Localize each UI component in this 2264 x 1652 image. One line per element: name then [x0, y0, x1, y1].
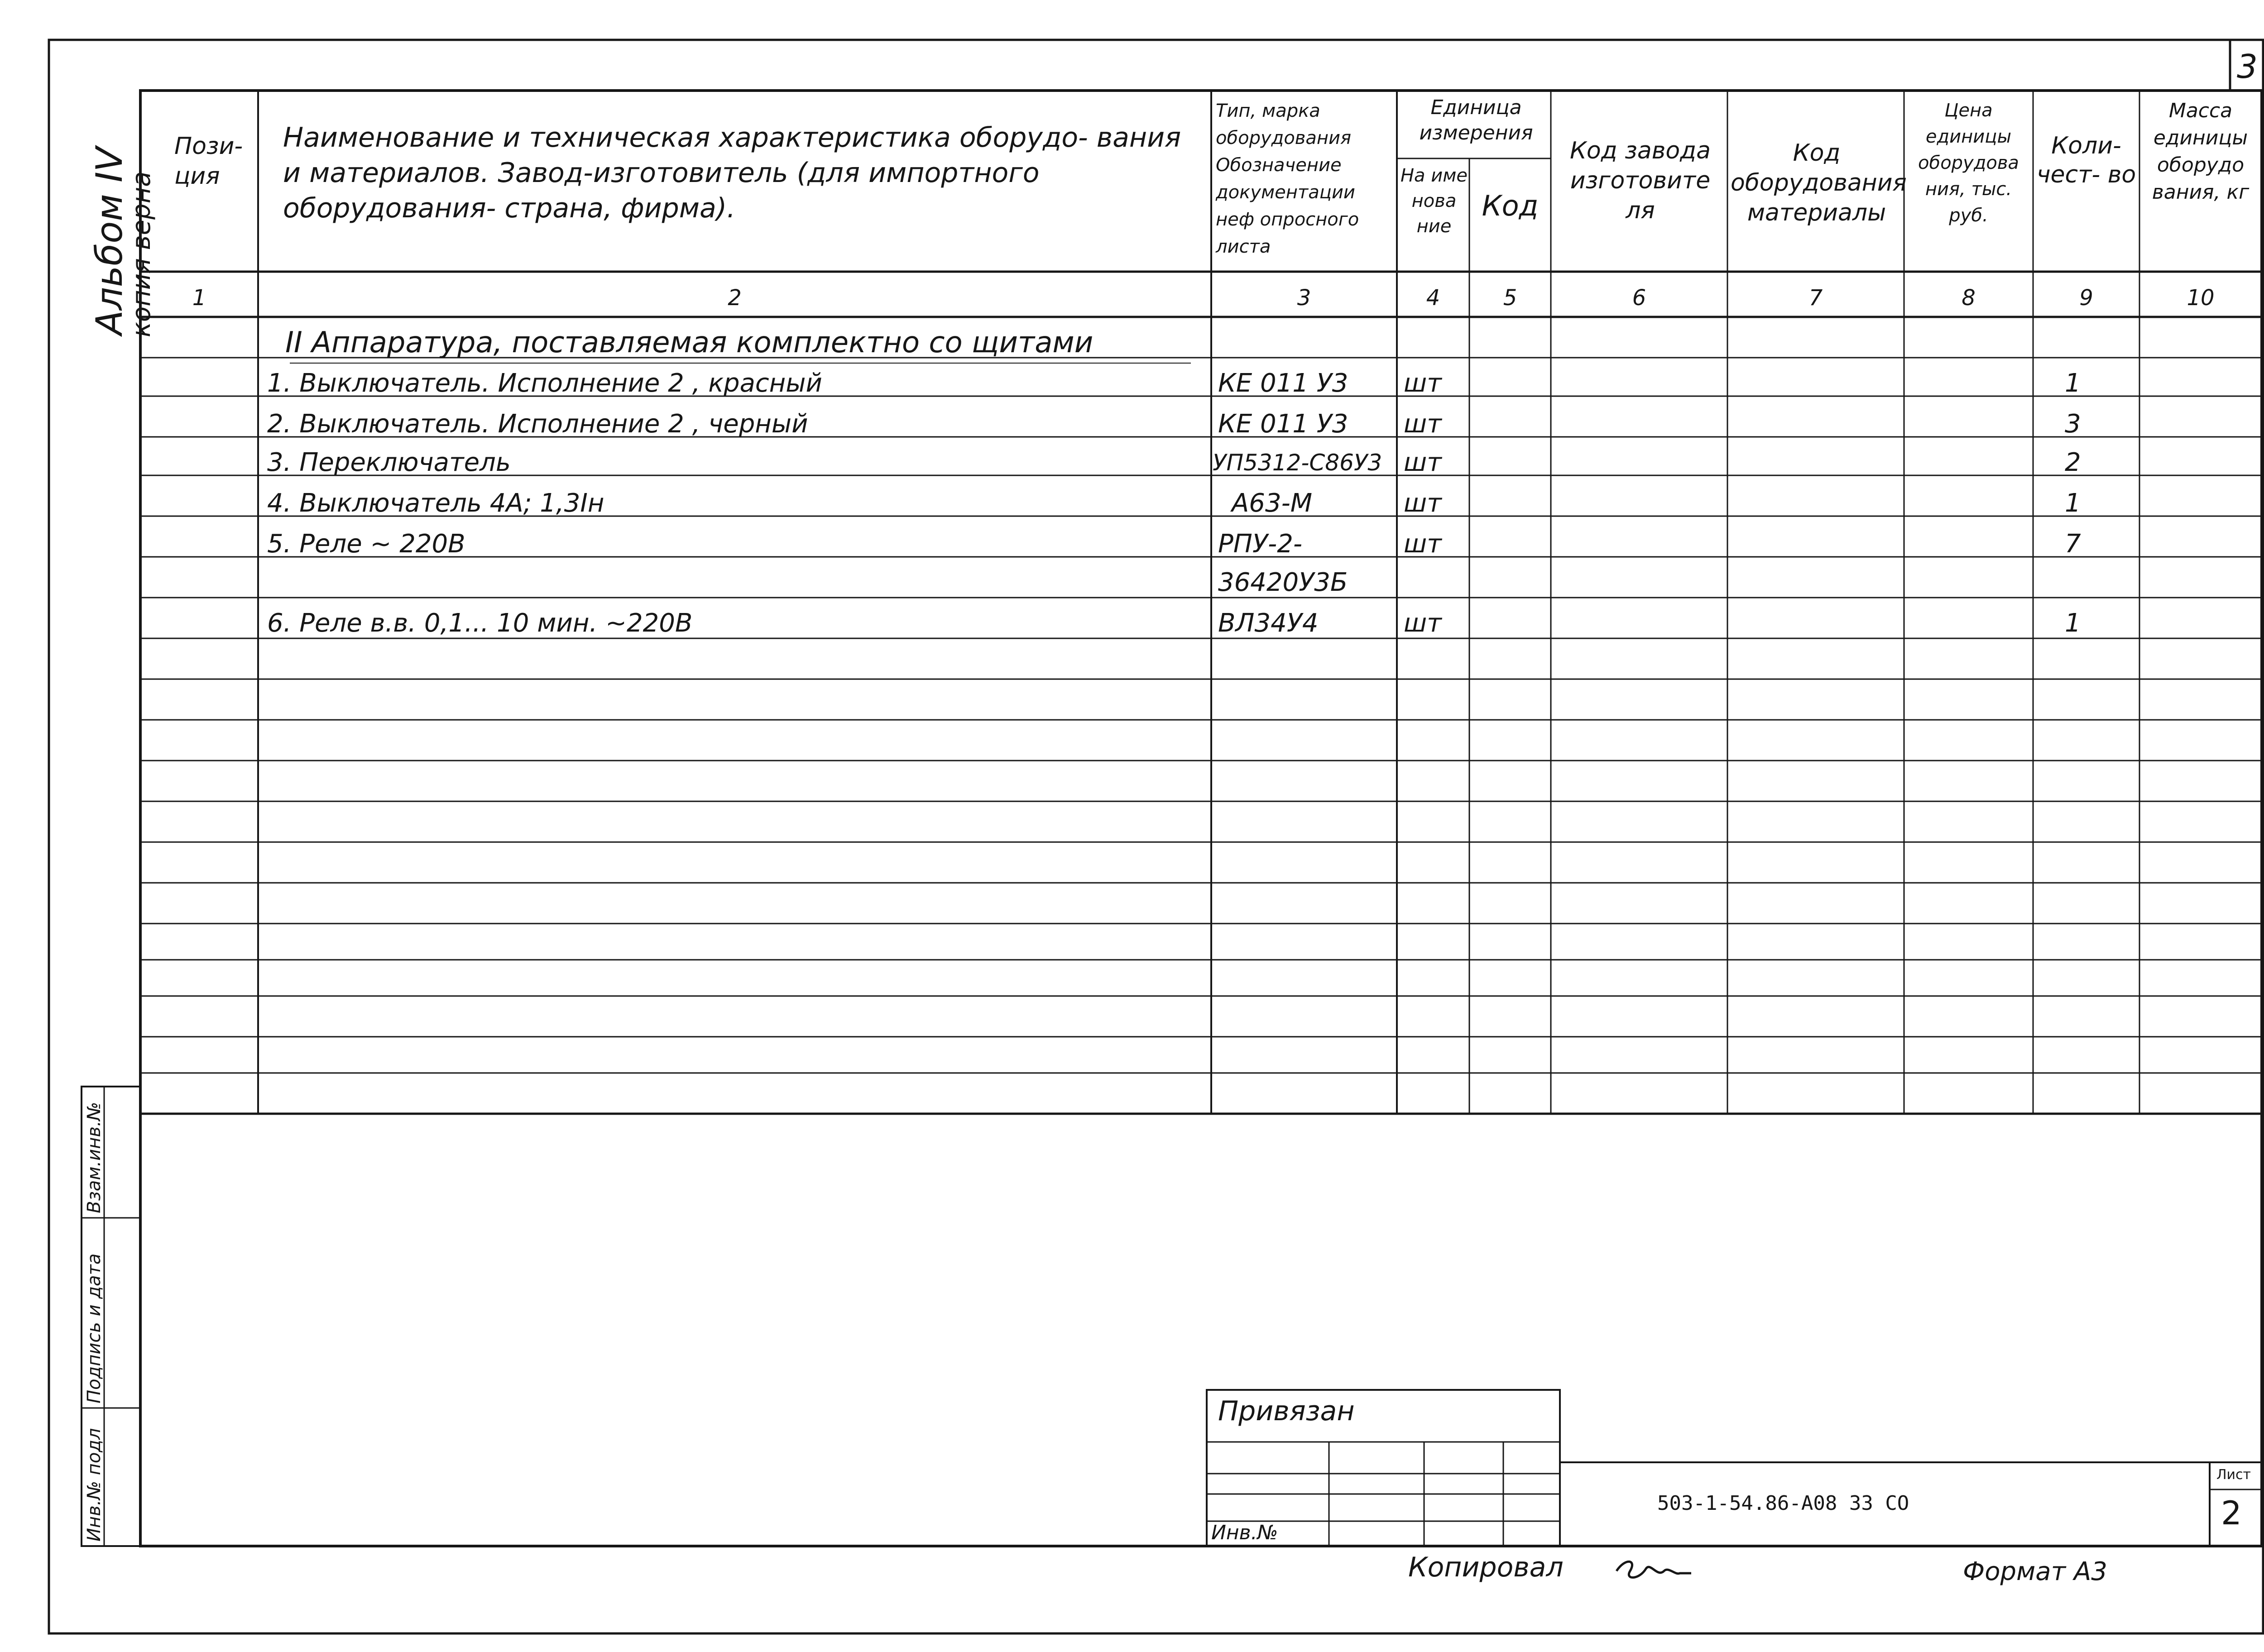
col-num-10: 10	[2187, 285, 2215, 311]
copier-signature	[1612, 1553, 1703, 1594]
row-unit: шт	[1404, 409, 1442, 439]
row-type: УП5312-С86У3	[1213, 450, 1382, 476]
row-qty: 1	[2065, 369, 2081, 398]
row-unit: шт	[1404, 529, 1442, 559]
row-name: 1. Выключатель. Исполнение 2 , красный	[267, 369, 822, 398]
row-type: 36420У3Б	[1218, 568, 1348, 597]
header-col-2: Наименование и техническая характеристика оборудо- вания и материалов. Завод-изготовитель (для импортного оборудования- страна, фирма).	[283, 122, 1181, 224]
row-type: А63-М	[1232, 488, 1313, 518]
album-label: Альбом IV	[88, 147, 130, 335]
header-col-4: На име нова ние	[1400, 165, 1468, 237]
row-name: 4. Выключатель 4А; 1,3Iн	[267, 488, 604, 518]
copy-label: копия верна	[127, 171, 156, 337]
header-col-10: Масса единицы оборудо вания, кг	[2152, 99, 2250, 204]
row-unit: шт	[1404, 608, 1442, 638]
header-col-6: Код завода изготовите ля	[1569, 137, 1711, 224]
col-num-1: 1	[192, 285, 206, 311]
row-type: КЕ 011 У3	[1218, 369, 1348, 398]
col-num-9: 9	[2079, 285, 2093, 311]
header-unit-group: Единица измерения	[1419, 96, 1533, 144]
format-label: Формат А3	[1963, 1557, 2107, 1586]
section-title: II Аппаратура, поставляемая комплектно со щитами	[285, 326, 1094, 359]
privyazan-label: Привязан	[1218, 1395, 1355, 1427]
col-num-7: 7	[1808, 285, 1823, 311]
list-number: 2	[2221, 1494, 2242, 1532]
signature-date-label: Подпись и дата	[84, 1253, 105, 1403]
row-unit: шт	[1404, 488, 1442, 518]
row-unit: шт	[1404, 369, 1442, 398]
header-col-9: Коли- чест- во	[2036, 132, 2136, 188]
row-type: КЕ 011 У3	[1218, 409, 1348, 439]
row-name: 6. Реле в.в. 0,1... 10 мин. ~220В	[267, 608, 693, 638]
replacement-inv-label: Взам.инв.№	[84, 1101, 105, 1213]
row-type: ВЛ34У4	[1218, 608, 1319, 638]
sheet-corner-number: 3	[2237, 48, 2258, 86]
col-num-2: 2	[728, 285, 742, 311]
header-col-7: Код оборудования материалы	[1731, 139, 1907, 226]
row-qty: 1	[2065, 488, 2081, 518]
row-qty: 7	[2065, 529, 2081, 559]
row-qty: 1	[2065, 608, 2081, 638]
list-label: Лист	[2216, 1467, 2251, 1483]
inv-number-label: Инв.№	[1211, 1521, 1278, 1544]
row-name: 2. Выключатель. Исполнение 2 , черный	[267, 409, 808, 439]
copied-by-label: Копировал	[1408, 1551, 1564, 1583]
header-col-3: Тип, марка оборудования Обозначение документации неф опросного листа	[1216, 101, 1359, 257]
inv-podl-label: Инв.№ подл	[84, 1428, 105, 1542]
row-qty: 2	[2065, 448, 2081, 477]
row-unit: шт	[1404, 448, 1442, 477]
row-type: РПУ-2-	[1218, 529, 1303, 559]
row-qty: 3	[2065, 409, 2081, 439]
row-name: 5. Реле ~ 220В	[267, 529, 465, 559]
col-num-6: 6	[1632, 285, 1646, 311]
col-num-5: 5	[1503, 285, 1517, 311]
document-code: 503-1-54.86-А08 33 СО	[1657, 1492, 1909, 1515]
row-name: 3. Переключатель	[267, 448, 511, 477]
header-col-8: Цена единицы оборудова ния, тыс. руб.	[1918, 100, 2019, 226]
header-col-5: Код	[1482, 189, 1539, 222]
col-num-4: 4	[1426, 285, 1440, 311]
col-num-8: 8	[1962, 285, 1976, 311]
header-col-1: Пози- ция	[174, 133, 243, 190]
col-num-3: 3	[1297, 285, 1311, 311]
